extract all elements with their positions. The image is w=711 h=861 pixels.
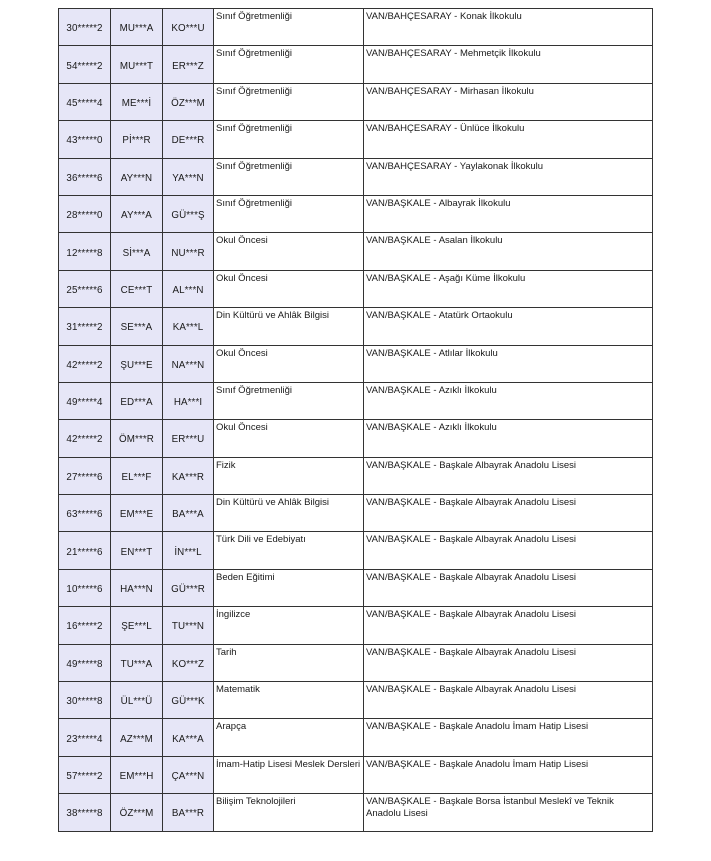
table-row	[59, 233, 653, 270]
last-name-cell: ER***Z	[163, 46, 214, 83]
tc-cell: 12*****8	[59, 233, 111, 270]
branch-cell: Sınıf Öğretmenliği	[214, 83, 364, 120]
school-cell: VAN/BAŞKALE - Başkale Anadolu İmam Hatip Lisesi	[364, 719, 653, 756]
assignment-table	[58, 8, 653, 832]
first-name-cell: EL***F	[111, 457, 163, 494]
tc-cell: 38*****8	[59, 794, 111, 831]
branch-cell: Sınıf Öğretmenliği	[214, 46, 364, 83]
branch-cell: Okul Öncesi	[214, 270, 364, 307]
branch-cell: Okul Öncesi	[214, 345, 364, 382]
school-cell: VAN/BAŞKALE - Başkale Albayrak Anadolu Lisesi	[364, 569, 653, 606]
table-row	[59, 607, 653, 644]
branch-cell: Sınıf Öğretmenliği	[214, 158, 364, 195]
last-name-cell: NU***R	[163, 233, 214, 270]
tc-cell: 54*****2	[59, 46, 111, 83]
school-cell: VAN/BAŞKALE - Başkale Anadolu İmam Hatip Lisesi	[364, 756, 653, 793]
school-cell: VAN/BAHÇESARAY - Konak İlkokulu	[364, 9, 653, 46]
tc-cell: 27*****6	[59, 457, 111, 494]
branch-cell: İmam-Hatip Lisesi Meslek Dersleri	[214, 756, 364, 793]
branch-cell: Beden Eğitimi	[214, 569, 364, 606]
school-cell: VAN/BAHÇESARAY - Mehmetçik İlkokulu	[364, 46, 653, 83]
branch-cell: Türk Dili ve Edebiyatı	[214, 532, 364, 569]
table-row	[59, 83, 653, 120]
first-name-cell: CE***T	[111, 270, 163, 307]
first-name-cell: Sİ***A	[111, 233, 163, 270]
first-name-cell: ŞE***L	[111, 607, 163, 644]
branch-cell: İngilizce	[214, 607, 364, 644]
branch-cell: Tarih	[214, 644, 364, 681]
last-name-cell: TU***N	[163, 607, 214, 644]
last-name-cell: YA***N	[163, 158, 214, 195]
table-row	[59, 756, 653, 793]
school-cell: VAN/BAŞKALE - Azıklı İlkokulu	[364, 382, 653, 419]
school-cell: VAN/BAŞKALE - Başkale Albayrak Anadolu Lisesi	[364, 457, 653, 494]
table-row	[59, 345, 653, 382]
first-name-cell: EM***E	[111, 495, 163, 532]
tc-cell: 30*****8	[59, 682, 111, 719]
last-name-cell: ER***U	[163, 420, 214, 457]
table-row	[59, 495, 653, 532]
table-row	[59, 794, 653, 831]
school-cell: VAN/BAHÇESARAY - Yaylakonak İlkokulu	[364, 158, 653, 195]
table-row	[59, 719, 653, 756]
table-row	[59, 121, 653, 158]
tc-cell: 23*****4	[59, 719, 111, 756]
first-name-cell: ŞU***E	[111, 345, 163, 382]
branch-cell: Sınıf Öğretmenliği	[214, 9, 364, 46]
table-row	[59, 270, 653, 307]
school-cell: VAN/BAŞKALE - Başkale Albayrak Anadolu Lisesi	[364, 607, 653, 644]
branch-cell: Sınıf Öğretmenliği	[214, 121, 364, 158]
first-name-cell: MU***T	[111, 46, 163, 83]
school-cell: VAN/BAŞKALE - Atatürk Ortaokulu	[364, 308, 653, 345]
last-name-cell: BA***A	[163, 495, 214, 532]
last-name-cell: GÜ***R	[163, 569, 214, 606]
last-name-cell: KA***R	[163, 457, 214, 494]
branch-cell: Din Kültürü ve Ahlâk Bilgisi	[214, 495, 364, 532]
first-name-cell: AY***A	[111, 195, 163, 232]
branch-cell: Din Kültürü ve Ahlâk Bilgisi	[214, 308, 364, 345]
last-name-cell: ÇA***N	[163, 756, 214, 793]
table-row	[59, 308, 653, 345]
first-name-cell: Pİ***R	[111, 121, 163, 158]
assignment-table-container	[58, 8, 652, 832]
tc-cell: 31*****2	[59, 308, 111, 345]
school-cell: VAN/BAHÇESARAY - Ünlüce İlkokulu	[364, 121, 653, 158]
first-name-cell: ÖM***R	[111, 420, 163, 457]
school-cell: VAN/BAŞKALE - Başkale Albayrak Anadolu Lisesi	[364, 495, 653, 532]
school-cell: VAN/BAŞKALE - Başkale Albayrak Anadolu Lisesi	[364, 644, 653, 681]
first-name-cell: SE***A	[111, 308, 163, 345]
school-cell: VAN/BAŞKALE - Aşağı Küme İlkokulu	[364, 270, 653, 307]
first-name-cell: AZ***M	[111, 719, 163, 756]
first-name-cell: MU***A	[111, 9, 163, 46]
branch-cell: Arapça	[214, 719, 364, 756]
last-name-cell: HA***I	[163, 382, 214, 419]
first-name-cell: TU***A	[111, 644, 163, 681]
school-cell: VAN/BAŞKALE - Başkale Borsa İstanbul Meslekî ve Teknik Anadolu Lisesi	[364, 794, 653, 831]
table-row	[59, 382, 653, 419]
table-row	[59, 644, 653, 681]
school-cell: VAN/BAŞKALE - Albayrak İlkokulu	[364, 195, 653, 232]
first-name-cell: ÖZ***M	[111, 794, 163, 831]
branch-cell: Fizik	[214, 457, 364, 494]
first-name-cell: ED***A	[111, 382, 163, 419]
table-row	[59, 195, 653, 232]
last-name-cell: KO***Z	[163, 644, 214, 681]
branch-cell: Sınıf Öğretmenliği	[214, 195, 364, 232]
table-row	[59, 457, 653, 494]
table-row	[59, 9, 653, 46]
school-cell: VAN/BAŞKALE - Azıklı İlkokulu	[364, 420, 653, 457]
table-row	[59, 420, 653, 457]
tc-cell: 63*****6	[59, 495, 111, 532]
branch-cell: Okul Öncesi	[214, 420, 364, 457]
last-name-cell: GÜ***K	[163, 682, 214, 719]
first-name-cell: AY***N	[111, 158, 163, 195]
school-cell: VAN/BAŞKALE - Atlılar İlkokulu	[364, 345, 653, 382]
assignment-table-body	[59, 9, 653, 832]
tc-cell: 16*****2	[59, 607, 111, 644]
last-name-cell: GÜ***Ş	[163, 195, 214, 232]
branch-cell: Okul Öncesi	[214, 233, 364, 270]
tc-cell: 43*****0	[59, 121, 111, 158]
table-row	[59, 158, 653, 195]
last-name-cell: KA***A	[163, 719, 214, 756]
tc-cell: 25*****6	[59, 270, 111, 307]
first-name-cell: EM***H	[111, 756, 163, 793]
first-name-cell: ME***İ	[111, 83, 163, 120]
tc-cell: 49*****8	[59, 644, 111, 681]
table-row	[59, 682, 653, 719]
tc-cell: 57*****2	[59, 756, 111, 793]
last-name-cell: İN***L	[163, 532, 214, 569]
first-name-cell: EN***T	[111, 532, 163, 569]
first-name-cell: HA***N	[111, 569, 163, 606]
last-name-cell: AL***N	[163, 270, 214, 307]
last-name-cell: KO***U	[163, 9, 214, 46]
tc-cell: 36*****6	[59, 158, 111, 195]
first-name-cell: ÜL***Ü	[111, 682, 163, 719]
table-row	[59, 532, 653, 569]
school-cell: VAN/BAHÇESARAY - Mirhasan İlkokulu	[364, 83, 653, 120]
table-row	[59, 46, 653, 83]
tc-cell: 10*****6	[59, 569, 111, 606]
table-row	[59, 569, 653, 606]
last-name-cell: KA***L	[163, 308, 214, 345]
branch-cell: Sınıf Öğretmenliği	[214, 382, 364, 419]
school-cell: VAN/BAŞKALE - Asalan İlkokulu	[364, 233, 653, 270]
tc-cell: 30*****2	[59, 9, 111, 46]
tc-cell: 42*****2	[59, 420, 111, 457]
tc-cell: 45*****4	[59, 83, 111, 120]
tc-cell: 49*****4	[59, 382, 111, 419]
school-cell: VAN/BAŞKALE - Başkale Albayrak Anadolu Lisesi	[364, 682, 653, 719]
tc-cell: 42*****2	[59, 345, 111, 382]
school-cell: VAN/BAŞKALE - Başkale Albayrak Anadolu Lisesi	[364, 532, 653, 569]
tc-cell: 28*****0	[59, 195, 111, 232]
branch-cell: Bilişim Teknolojileri	[214, 794, 364, 831]
last-name-cell: NA***N	[163, 345, 214, 382]
tc-cell: 21*****6	[59, 532, 111, 569]
last-name-cell: BA***R	[163, 794, 214, 831]
last-name-cell: ÖZ***M	[163, 83, 214, 120]
branch-cell: Matematik	[214, 682, 364, 719]
last-name-cell: DE***R	[163, 121, 214, 158]
